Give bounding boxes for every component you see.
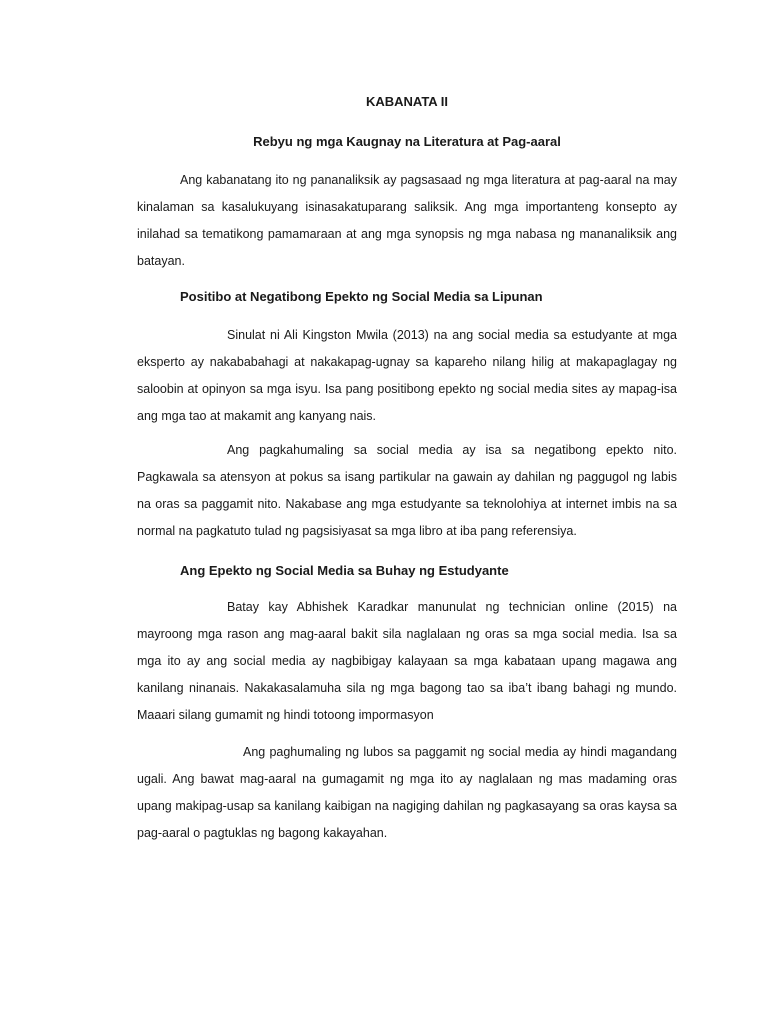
section1-paragraph-1: Sinulat ni Ali Kingston Mwila (2013) na ang social media sa estudyante at mga eksperto ay nakababahagi at nakakapag-ugnay sa kapareho nilang hilig at makapaglagay ng saloobin at opinyon sa mga isyu. Isa pang positibong epekto ng social media sites ay mapag-isa ang mga tao at makamit ang kanyang nais. (137, 328, 677, 423)
section-heading-positibo: Positibo at Negatibong Epekto ng Social Media sa Lipunan (180, 289, 543, 304)
section1-paragraph-2: Ang pagkahumaling sa social media ay isa sa negatibong epekto nito. Pagkawala sa atensyon at pokus sa isang partikular na gawain ay dahilan ng paggugol ng labis na oras sa paggamit nito. Nakabase ang mga estudyante sa teknolohiya at internet imbis na sa normal na pagkatuto tulad ng pagsisiyasat sa mga libro at iba pang referensiya. (137, 443, 677, 538)
chapter-subtitle: Rebyu ng mga Kaugnay na Literatura at Pag-aaral (253, 134, 561, 149)
intro-paragraph: Ang kabanatang ito ng pananaliksik ay pagsasaad ng mga literatura at pag-aaral na may kinalaman sa kasalukuyang isinasakatuparang saliksik. Ang mga importanteng konsepto ay inilahad sa tematikong pamamaraan at ang mga synopsis ng mga nabasa ng mananaliksik ang batayan. (137, 173, 677, 268)
section2-paragraph-1: Batay kay Abhishek Karadkar manunulat ng technician online (2015) na mayroong mga rason ang mag-aaral bakit sila naglalaan ng oras sa mga social media. Isa sa mga ito ay ang social media ay nagbibigay kalayaan sa mga kabataan upang magawa ang kanilang ninanais. Nakakasalamuha sila ng mga bagong tao sa iba’t ibang bahagi ng mundo. Maaari silang gumamit ng hindi totoong impormasyon (137, 600, 677, 722)
chapter-title: KABANATA II (365, 94, 449, 109)
section-heading-epekto: Ang Epekto ng Social Media sa Buhay ng Estudyante (180, 563, 509, 578)
section2-paragraph-2: Ang paghumaling ng lubos sa paggamit ng social media ay hindi magandang ugali. Ang bawat mag-aaral na gumagamit ng mga ito ay naglalaan ng mas madaming oras upang makipag-usap sa kanilang kaibigan na nagiging dahilan ng pagkasayang sa oras kaysa sa pag-aaral o pagtuklas ng bagong kakayahan. (137, 745, 677, 840)
document-page (137, 0, 677, 1024)
